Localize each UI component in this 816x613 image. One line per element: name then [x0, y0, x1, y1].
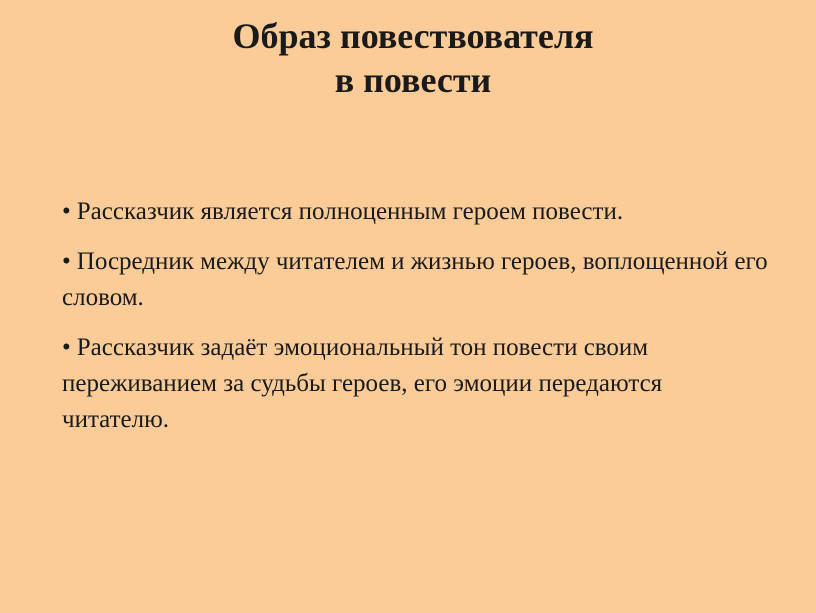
title-line-1: Образ повествователя: [232, 16, 594, 56]
bullet-marker: •: [62, 198, 71, 225]
bullet-item: [62, 244, 772, 316]
bullet-marker: •: [62, 334, 71, 361]
bullet-marker: •: [62, 248, 71, 275]
bullet-list: [62, 194, 772, 452]
bullet-text: Рассказчик является полноценным героем повести.: [76, 198, 624, 225]
bullet-item: [62, 330, 772, 438]
bullet-text: Посредник между читателем и жизнью героев, воплощенной его словом.: [62, 248, 768, 311]
title-line-2: в повести: [334, 60, 492, 100]
bullet-text: Рассказчик задаёт эмоциональный тон повести своим переживанием за судьбы героев, его эмоции передаются читателю.: [62, 334, 663, 433]
slide-title: [0, 14, 816, 102]
bullet-item: [62, 194, 772, 230]
